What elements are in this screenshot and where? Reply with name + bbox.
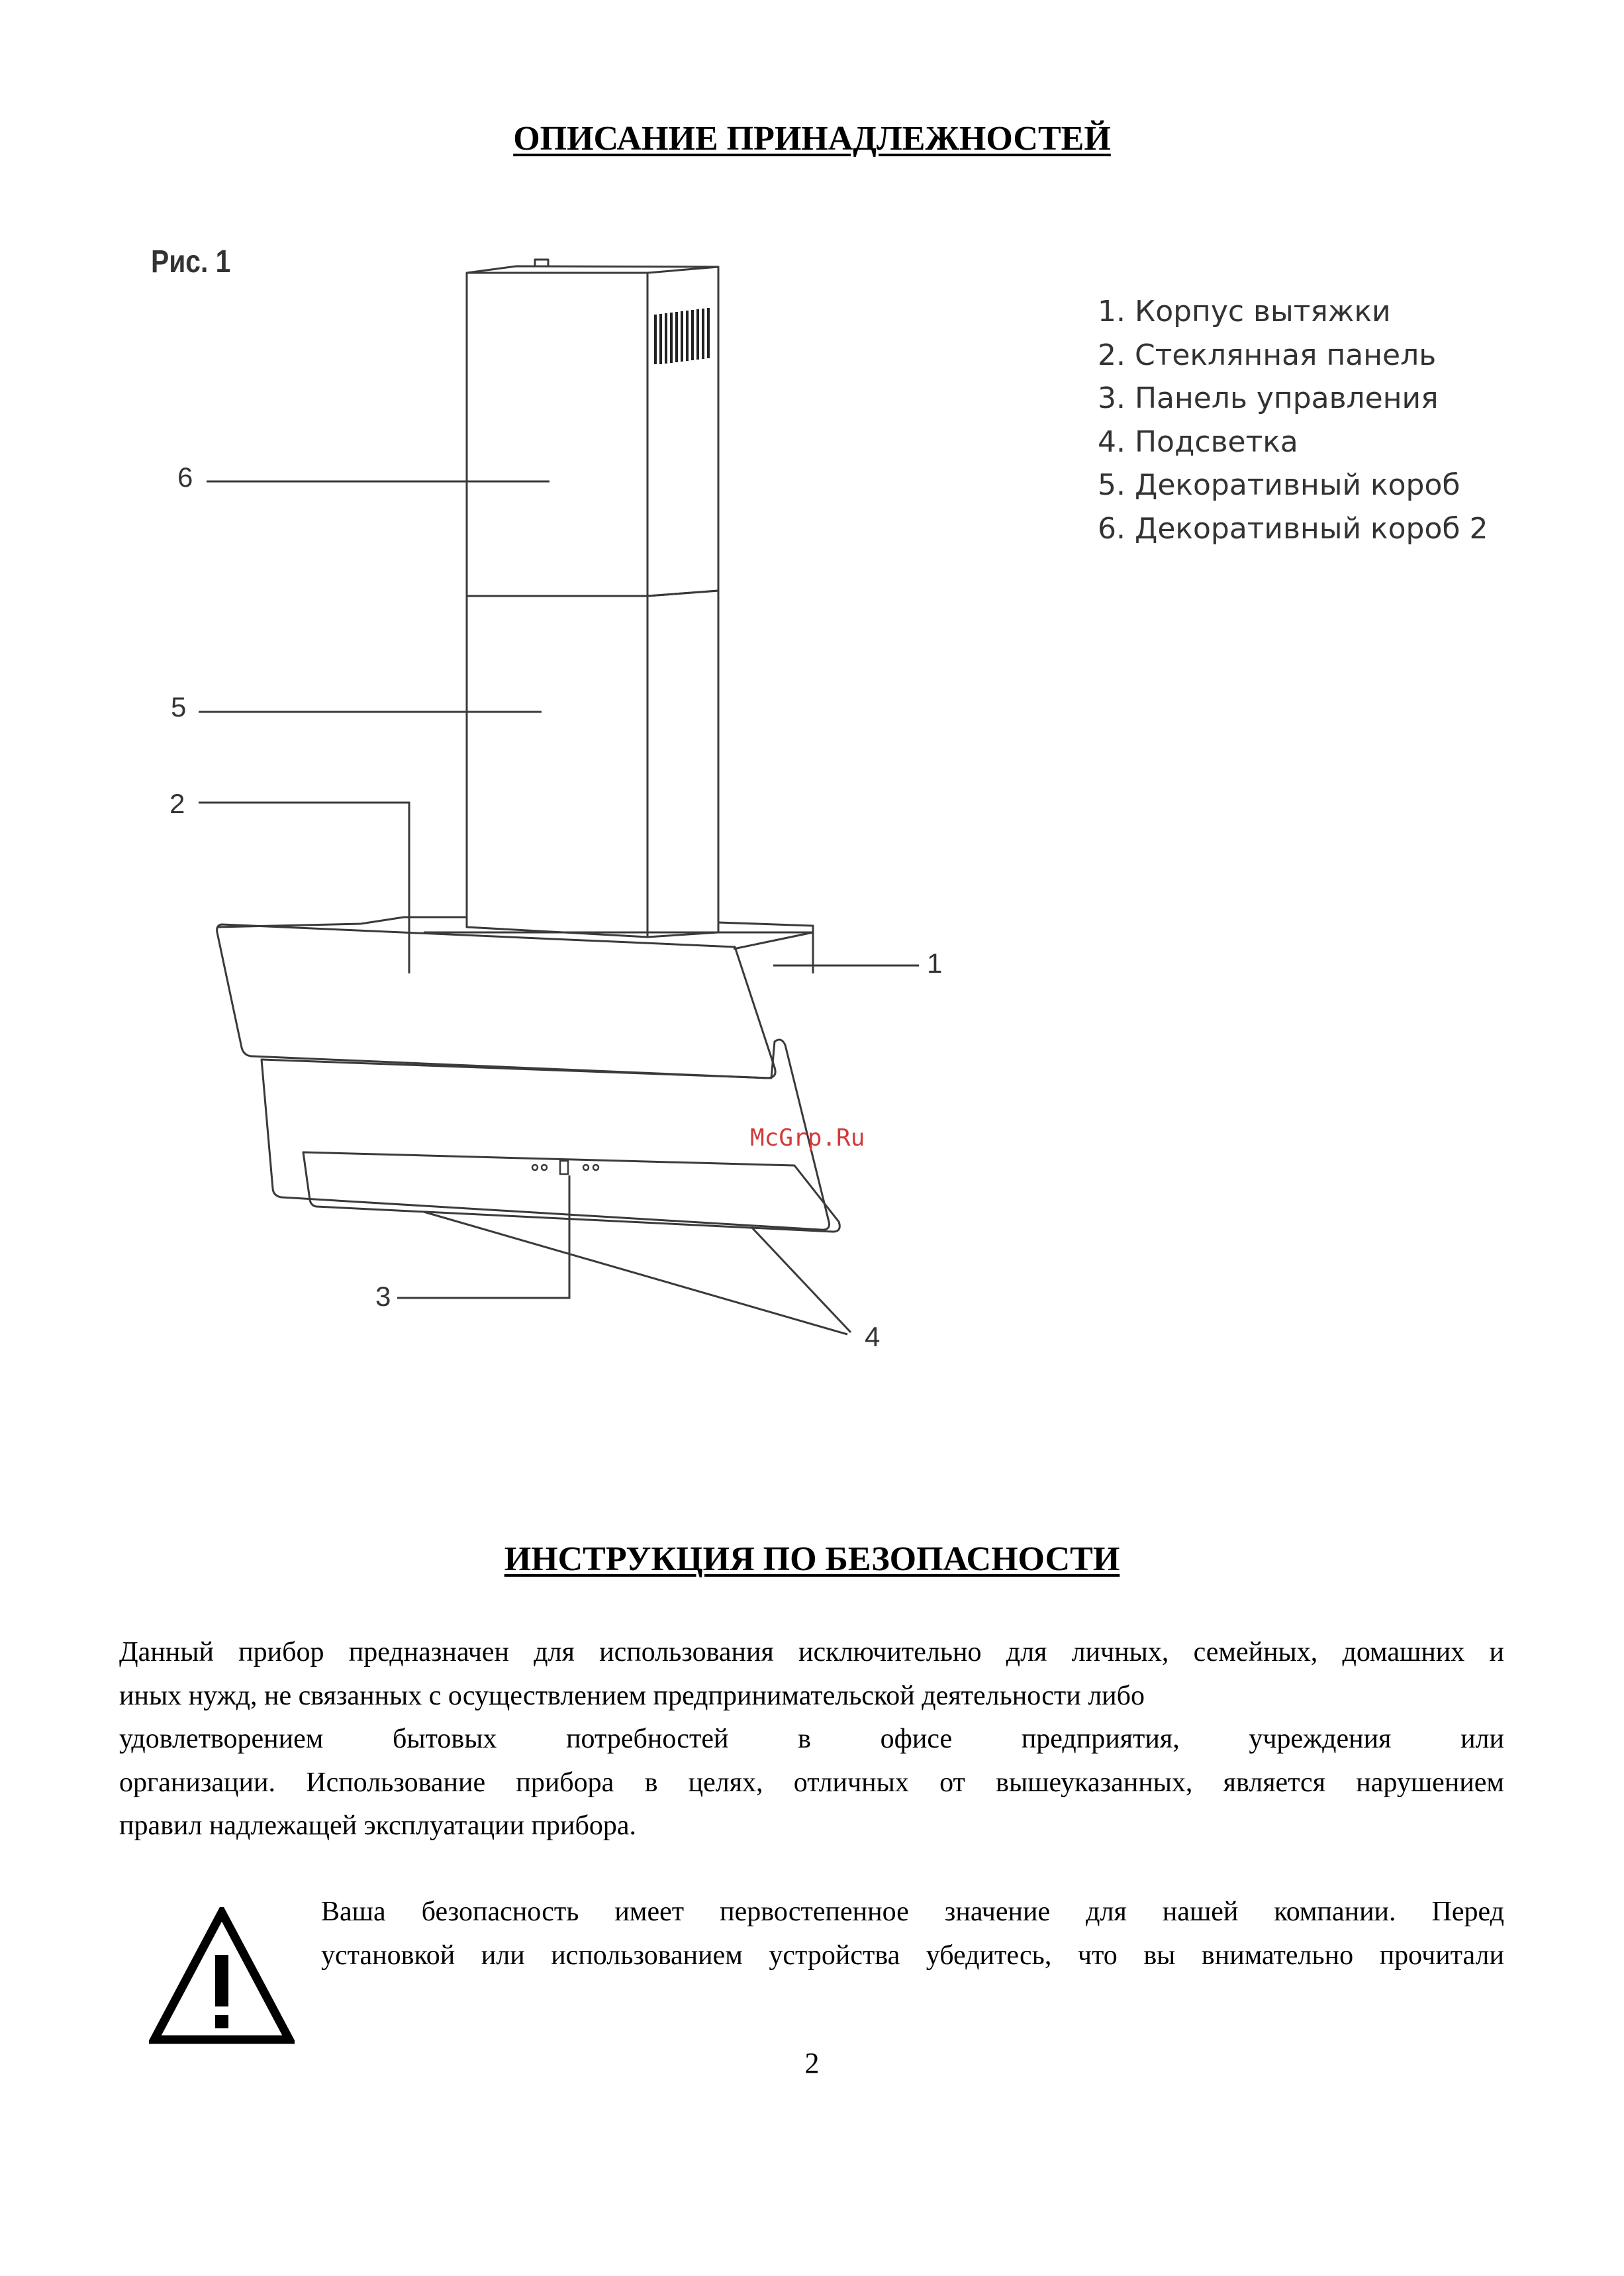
page-number: 2 xyxy=(804,2047,820,2079)
vent-grille xyxy=(655,308,708,364)
paragraph-line: организации. Использование прибора в целях, отличных от вышеуказанных, является нарушением xyxy=(119,1767,1504,1798)
paragraph-line: установкой или использованием устройства убедитесь, что вы внимательно прочитали xyxy=(321,1940,1504,1971)
leader-line-2 xyxy=(199,803,409,973)
paragraph-line: удовлетворением бытовых потребностей в офисе предприятия, учреждения или xyxy=(119,1724,1504,1754)
leader-line-3 xyxy=(397,1175,569,1298)
warning-triangle-icon xyxy=(149,1907,295,2046)
paragraph-line: правил надлежащей эксплуатации прибора. xyxy=(119,1810,636,1841)
control-panel xyxy=(532,1161,598,1174)
lower-decorative-box xyxy=(467,591,718,937)
watermark: McGrp.Ru xyxy=(750,1124,865,1152)
callout-1: 1 xyxy=(927,948,943,979)
legend-item: 2. Стеклянная панель xyxy=(1098,338,1437,372)
glass-panel-bottom xyxy=(303,1152,839,1232)
legend-item: 3. Панель управления xyxy=(1098,381,1439,415)
paragraph-line: Данный прибор предназначен для использования исключительно для личных, семейных, домашних и xyxy=(119,1637,1504,1667)
callout-5: 5 xyxy=(171,691,187,722)
leader-line-4b xyxy=(751,1227,851,1332)
legend-item: 6. Декоративный короб 2 xyxy=(1098,511,1488,546)
section-title-safety: ИНСТРУКЦИЯ ПО БЕЗОПАСНОСТИ xyxy=(504,1540,1120,1578)
legend-item: 1. Корпус вытяжки xyxy=(1098,295,1391,328)
callout-4: 4 xyxy=(865,1321,881,1352)
hood-body xyxy=(217,917,813,973)
legend-item: 4. Подсветка xyxy=(1098,424,1298,459)
figure-label: Рис. 1 xyxy=(151,244,231,279)
safety-paragraph xyxy=(119,1631,1504,1848)
paragraph-line: Ваша безопасность имеет первостепенное значение для нашей компании. Перед xyxy=(321,1897,1504,1927)
safety-warning-paragraph xyxy=(321,1891,1504,1977)
legend-item: 5. Декоративный короб xyxy=(1098,468,1460,502)
upper-decorative-box xyxy=(467,260,718,596)
section-title-accessories: ОПИСАНИЕ ПРИНАДЛЕЖНОСТЕЙ xyxy=(513,120,1111,158)
callout-6: 6 xyxy=(177,462,193,493)
callout-2: 2 xyxy=(169,788,185,819)
callout-3: 3 xyxy=(375,1281,391,1312)
paragraph-line: иных нужд, не связанных с осуществлением предпринимательской деятельности либо xyxy=(119,1680,1145,1711)
glass-panel-top xyxy=(217,924,776,1078)
